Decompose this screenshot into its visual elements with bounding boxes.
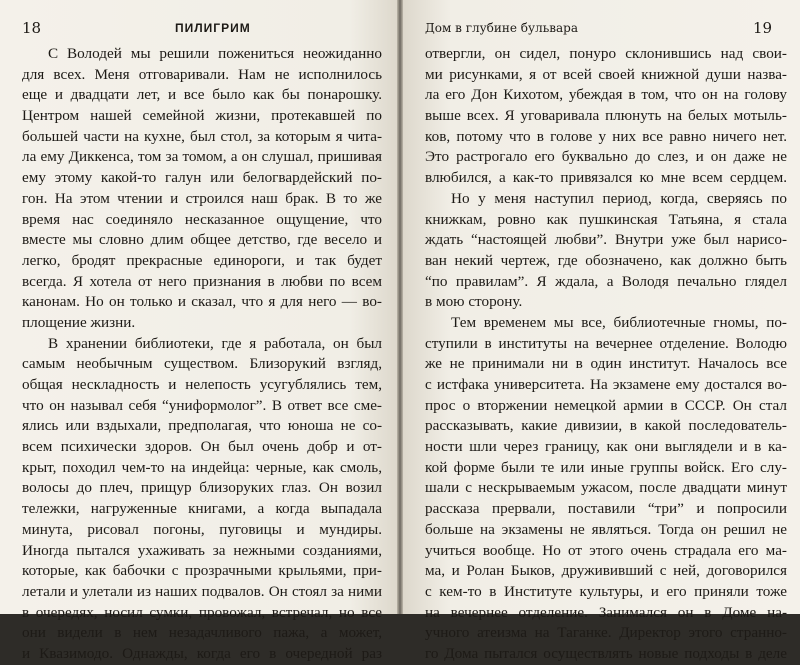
right-page-text (425, 44, 787, 665)
text-line: с кем-то в Институте культуры, и его приняли тоже (425, 582, 787, 600)
text-line: отвергли, он сидел, понуро склонившись над свои- (425, 45, 787, 62)
text-line: на вечернее отделение. Занимался он в Доме на- (425, 603, 787, 621)
text-line: С Володей мы решили пожениться неожиданно (48, 45, 382, 62)
text-line: кой форме были те или иные группы войск. Его слу- (425, 458, 787, 476)
running-title-left: ПИЛИГРИМ (175, 21, 251, 35)
text-line: книжкам, ровно как пушкинская Татьяна, я стала (425, 210, 787, 228)
text-line: ван некий чертеж, где обозначено, как должно быть (425, 251, 787, 269)
text-line: влюбился, а как-то привязался ко мне всем сердцем. (425, 169, 787, 187)
text-line: вместе мы словно длим общее детство, где весело и (22, 231, 382, 249)
text-line: они видели в нем незадачливого пажа, а может, (22, 624, 382, 642)
text-line: Это растрогало его буквально до слез, и он даже не (425, 148, 787, 166)
text-line: рассказывать, какие дивизии, в какой последователь- (425, 417, 787, 435)
text-line: всем психически здоров. Он был очень добр и от- (22, 438, 382, 456)
text-line: в мою сторону. (425, 293, 523, 311)
text-line: большей части на кухне, был стол, за которым я чита- (22, 127, 382, 145)
text-line: ждать “настоящей любви”. Внутри уже был нарисо- (425, 231, 787, 249)
text-line: ялись или вздыхали, предполагая, что юноша не со- (22, 417, 382, 435)
text-line: го Дома пытался осуществлять новые подходы в деле (425, 644, 787, 662)
left-page (0, 0, 397, 662)
text-line: минута, рисовал погоны, пуговицы и мундиры. (22, 520, 382, 538)
text-line: ма, и Ролан Быков, дружививший с ней, договорился (425, 562, 787, 580)
text-line: общая нескладность и нелепость усугублялись тем, (22, 376, 382, 393)
text-line: выше всех. Я уговаривала плюнуть на белых мотыль- (425, 107, 787, 125)
page-number-left: 18 (22, 19, 42, 37)
text-line: “по правилам”. Я ждала, а Володя печально глядел (425, 272, 787, 290)
text-line: ла его Дон Кихотом, убеждая в том, что он на голову (425, 86, 787, 104)
text-line: ему этому какой-то галун или белогвардейский по- (22, 169, 382, 187)
text-line: всегда. Я хотела от него признания в любви по всем (22, 272, 382, 290)
text-line: легко, бродят прекрасные единороги, и так будет (22, 251, 382, 269)
text-line: самым необычным существом. Близорукий взгляд, (22, 355, 382, 373)
text-line: ми рисунками, я от всей своей книжной души назва- (425, 65, 787, 83)
text-line: еще и двадцати лет, и все было как бы понарошку. (22, 86, 382, 104)
text-line: канонам. Но он только и сказал, что я для него — во- (22, 293, 382, 311)
text-line: площение жизни. (22, 313, 136, 331)
text-line: ступили в институты на вечернее отделение. Володю (425, 334, 787, 352)
text-line: которые, как бабочки с прозрачными крыльями, при- (22, 562, 382, 580)
text-line: для всех. Меня отговаривали. Нам не исполнилось (22, 65, 382, 83)
text-line: Иногда пытался ухаживать за нежными созданиями, (22, 541, 382, 559)
page-number-right: 19 (753, 19, 773, 37)
text-line: Но у меня наступил период, когда, сверяясь по (451, 189, 787, 207)
text-line: ла ему Диккенса, том за томом, а он слушал, пришивая (22, 148, 382, 166)
text-line: Тем временем мы все, библиотечные гномы, по- (451, 313, 787, 331)
running-title-right: Дом в глубине бульвара (425, 21, 578, 35)
text-line: ков, потому что в голове у них все равно ничего нет. (425, 127, 787, 145)
text-line: учного атеизма на Таганке. Директор этого странно- (425, 624, 787, 642)
text-line: с истфака университета. На экзамене ему достался во- (425, 376, 787, 393)
text-line: прос о вторжении немецкой армии в СССР. Он стал (425, 396, 787, 414)
text-line: рассказа прервали, поставили “три” и попросили (425, 500, 787, 518)
text-line: в очередях, носил сумки, провожал, встречал, но все (22, 603, 382, 621)
text-line: В хранении библиотеки, где я работала, он был (48, 334, 382, 352)
text-line: шали с нескрываемым ужасом, после двадцати минут (425, 479, 787, 497)
text-line: что он называл себя “униформолог”. В ответ все сме- (22, 396, 382, 414)
text-line: Центром нашей семейной жизни, протекавшей по (22, 107, 382, 125)
text-line: время нас соединяло несказанное ощущение, что (22, 210, 382, 228)
right-page (403, 0, 800, 662)
text-line: летали и улетали из наших подвалов. Он стоял за ними (22, 582, 382, 600)
text-line: тележки, нагруженные книгами, а когда выпадала (22, 500, 382, 518)
left-page-text (22, 44, 382, 665)
text-line: и Квазимодо. Однажды, когда его в очередной раз (22, 644, 382, 662)
text-line: учиться вообще. Но от этого очень страдала его ма- (425, 541, 787, 559)
text-line: же не принимали ни в один институт. Началось все (425, 355, 787, 373)
text-line: гон. На этом чтении и строился наш брак. В то же (22, 189, 382, 207)
text-line: больше на экзамены не являться. Тогда он решил не (425, 520, 787, 538)
text-line: волосы до плеч, прищур близоруких глаз. Он возил (22, 479, 382, 497)
text-line: крыт, походил чем-то на индейца: черные, как смоль, (22, 458, 382, 476)
text-line: ности шли через границу, как они выглядели и в ка- (425, 438, 787, 456)
